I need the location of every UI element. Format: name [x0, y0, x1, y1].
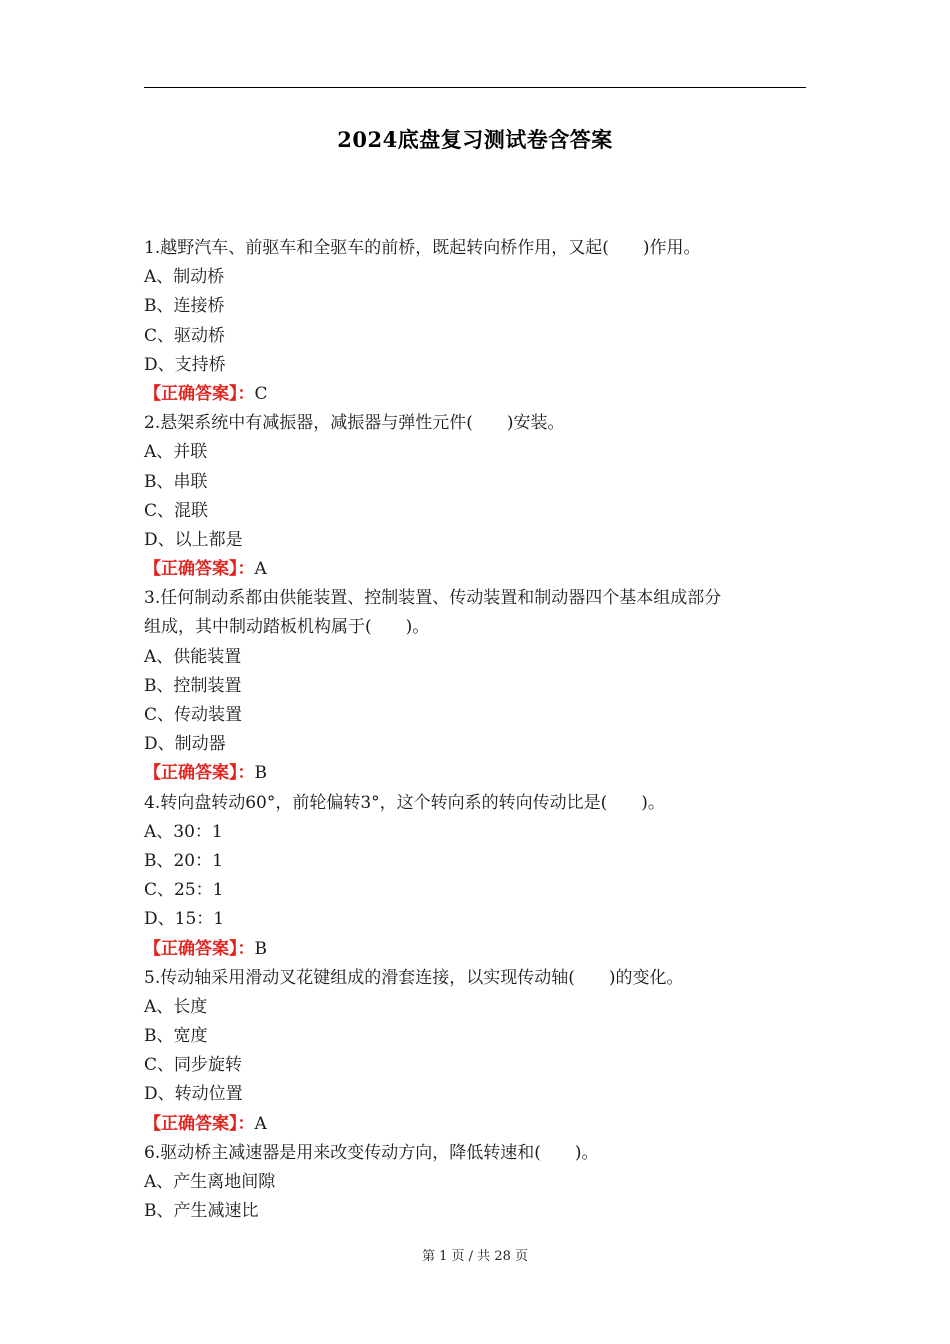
answer-value: B	[254, 938, 267, 959]
answer-value: A	[254, 1113, 267, 1134]
option-c: C、同步旋转	[144, 1055, 243, 1076]
question-stem: 1.越野汽车、前驱车和全驱车的前桥，既起转向桥作用，又起( )作用。	[144, 238, 701, 258]
correct-answer	[144, 759, 804, 788]
question-6	[144, 1139, 804, 1227]
answer-label: 【正确答案】：	[144, 1113, 255, 1134]
question-stem: 6.驱动桥主减速器是用来改变传动方向，降低转速和( )。	[144, 1142, 599, 1163]
option-a: A、并联	[144, 442, 208, 463]
correct-answer	[144, 1110, 804, 1139]
answer-value: C	[254, 383, 268, 404]
option-a: A、产生离地间隙	[144, 1172, 276, 1192]
option-d: D、以上都是	[144, 529, 243, 550]
question-5	[144, 964, 804, 1139]
option-b: B、宽度	[144, 1026, 208, 1047]
question-1	[144, 234, 804, 409]
option-d: D、转动位置	[144, 1084, 243, 1105]
answer-label: 【正确答案】：	[144, 383, 255, 404]
option-b: B、连接桥	[144, 296, 225, 317]
header-rule	[144, 87, 806, 88]
question-3	[144, 584, 804, 788]
question-stem-line-2: 组成，其中制动踏板机构属于( )。	[144, 617, 430, 638]
question-2	[144, 409, 804, 584]
document-title: 2024底盘复习测试卷含答案	[337, 127, 613, 152]
question-stem: 4.转向盘转动60°，前轮偏转3°，这个转向系的转向传动比是( )。	[144, 792, 665, 813]
option-b: B、串联	[144, 471, 208, 492]
option-c: C、25：1	[144, 880, 224, 901]
question-stem: 2.悬架系统中有减振器，减振器与弹性元件( )安装。	[144, 413, 565, 434]
answer-value: A	[254, 559, 267, 580]
option-c: C、混联	[144, 500, 209, 521]
option-b: B、20：1	[144, 850, 223, 871]
question-4	[144, 789, 804, 964]
correct-answer	[144, 935, 804, 964]
option-a: A、制动桥	[144, 267, 225, 288]
option-a: A、供能装置	[144, 646, 242, 667]
option-c: C、驱动桥	[144, 325, 226, 346]
page-footer: 第 1 页 / 共 28 页	[422, 1249, 528, 1264]
question-stem-line-1: 3.任何制动系都由供能装置、控制装置、传动装置和制动器四个基本组成部分	[144, 588, 722, 609]
option-b: B、产生减速比	[144, 1201, 259, 1222]
option-b: B、控制装置	[144, 675, 242, 696]
option-d: D、支持桥	[144, 354, 226, 375]
option-d: D、制动器	[144, 734, 226, 755]
option-a: A、30：1	[144, 821, 223, 842]
question-stem: 5.传动轴采用滑动叉花键组成的滑套连接，以实现传动轴( )的变化。	[144, 967, 684, 988]
answer-label: 【正确答案】：	[144, 559, 255, 580]
option-c: C、传动装置	[144, 705, 243, 725]
option-a: A、长度	[144, 996, 208, 1017]
answer-value: B	[254, 763, 267, 784]
correct-answer	[144, 380, 804, 409]
question-list	[144, 234, 804, 1226]
answer-label: 【正确答案】：	[144, 763, 255, 784]
correct-answer	[144, 555, 804, 584]
option-d: D、15：1	[144, 909, 225, 930]
answer-label: 【正确答案】：	[144, 938, 255, 959]
